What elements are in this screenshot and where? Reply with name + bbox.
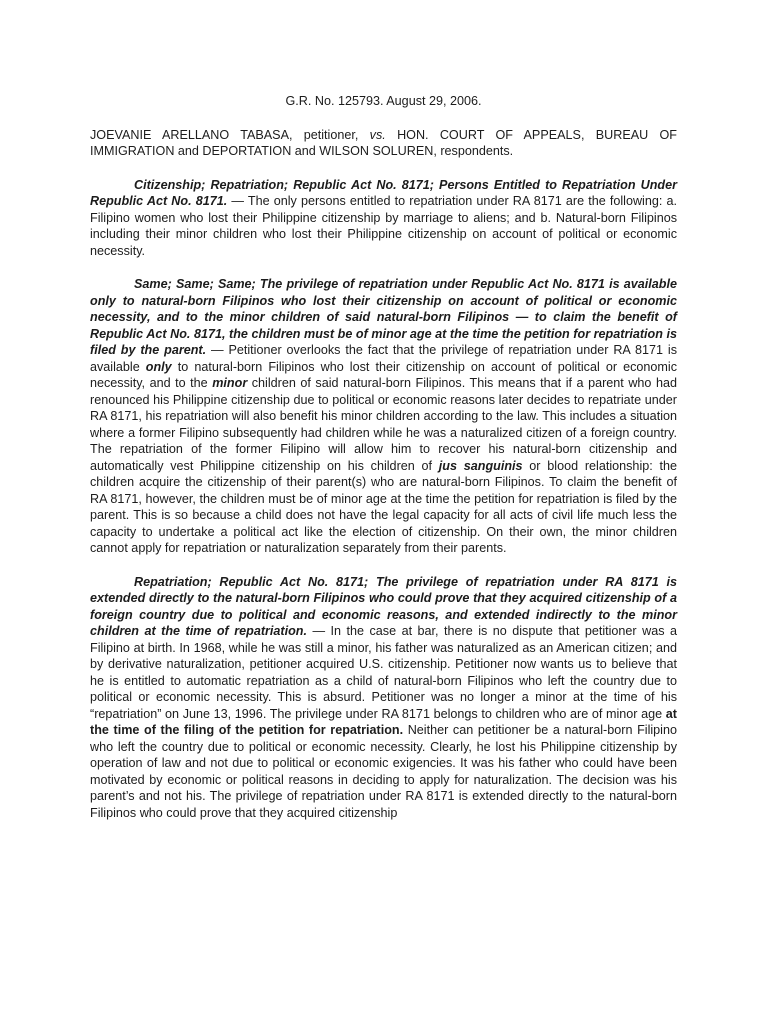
syllabus-paragraph-2 <box>90 276 677 557</box>
petitioner-name: JOEVANIE ARELLANO TABASA, petitioner, <box>90 127 359 142</box>
syllabus-body-2d: or blood relationship: the children acquire the citizenship of their parent(s) who are natural-born Filipinos. To claim the benefit of RA 8171, however, the children must be of minor age at the time the petition for repatriation is filed by the parent. This is so because a child does not have the legal capacity for all acts of civil life much less the capacity to undertake a political act like the election of citizenship. On their own, the minor children cannot apply for repatriation or naturalization separately from their parents. <box>90 458 678 555</box>
case-title: G.R. No. 125793. August 29, 2006. <box>285 94 482 108</box>
case-parties <box>90 127 677 160</box>
document-body <box>90 93 677 821</box>
versus-label: vs. <box>369 127 386 142</box>
syllabus-body-2b: to natural-born Filipinos who lost their citizenship on account of political or economic necessity, and to the <box>90 359 677 390</box>
syllabus-body-1: — The only persons entitled to repatriation under RA 8171 are the following: a. Filipino women who lost their Philippine citizenship by marriage to aliens; and b. Natural-born Filipinos including their minor children who lost their Philippine citizenship on account of political or economic necessity. <box>90 194 677 258</box>
emphasis-filing-time: at the time of the filing of the petition for repatriation. <box>90 706 677 737</box>
syllabus-heading-1: Citizenship; Repatriation; Republic Act No. 8171; Persons Entitled to Repatriation Under Republic Act No. 8171. <box>90 177 677 208</box>
syllabus-body-2c: children of said natural-born Filipinos. This means that if a parent who had renounced his Philippine citizenship due to political or economic reasons later decides to repatriate under RA 8171, his repatriation will also benefit his minor children according to the law. This includes a situation where a former Filipino subsequently had children while he was a naturalized citizen of a foreign country. The repatriation of the former Filipino will allow him to recover his natural-born citizenship and automatically vest Philippine citizenship on his children of <box>90 376 677 473</box>
syllabus-body-3a: — In the case at bar, there is no dispute that petitioner was a Filipino at birth. In 1968, while he was still a minor, his father was naturalized as an American citizen; and by derivative naturalization, petitioner acquired U.S. citizenship. Petitioner now wants us to believe that he is entitled to automatic repatriation as a child of natural-born Filipinos who left the country due to political or economic necessity. This is absurd. Petitioner was no longer a minor at the time of his “repatriation” on June 13, 1996. The privilege under RA 8171 belongs to children who are of minor age <box>90 624 677 721</box>
emphasis-minor: minor <box>212 376 248 390</box>
syllabus-heading-3: Repatriation; Republic Act No. 8171; The privilege of repatriation under RA 8171 is extended directly to the natural-born Filipinos who could prove that they acquired citizenship of a foreign country due to political and economic reasons, and extended indirectly to the minor children at the time of repatriation. <box>90 574 677 638</box>
emphasis-only: only <box>145 359 172 374</box>
syllabus-body-3b: Neither can petitioner be a natural-born Filipino who left the country due to political or economic necessity. Clearly, he lost his Philippine citizenship by operation of law and not due to political or economic exigencies. It was his father who could have been motivated by economic or political reasons in deciding to apply for naturalization. The decision was his parent’s and not his. The privilege of repatriation under RA 8171 is extended directly to the natural-born Filipinos who could prove that they acquired citizenship <box>90 723 677 820</box>
respondents-names: HON. COURT OF APPEALS, BUREAU OF IMMIGRATION and DEPORTATION and WILSON SOLUREN, respondents. <box>90 127 677 158</box>
syllabus-paragraph-3 <box>90 574 677 822</box>
emphasis-jus-sanguinis: jus sanguinis <box>438 458 523 473</box>
syllabus-paragraph-1 <box>90 177 677 260</box>
syllabus-heading-2: Same; Same; Same; The privilege of repatriation under Republic Act No. 8171 is available only to natural-born Filipinos who lost their citizenship on account of political or economic necessity, and to the minor children of said natural-born Filipinos — to claim the benefit of Republic Act No. 8171, the children must be of minor age at the time the petition for repatriation is filed by the parent. <box>90 277 677 357</box>
syllabus-body-2a: — Petitioner overlooks the fact that the privilege of repatriation under RA 8171 is available <box>90 343 677 374</box>
